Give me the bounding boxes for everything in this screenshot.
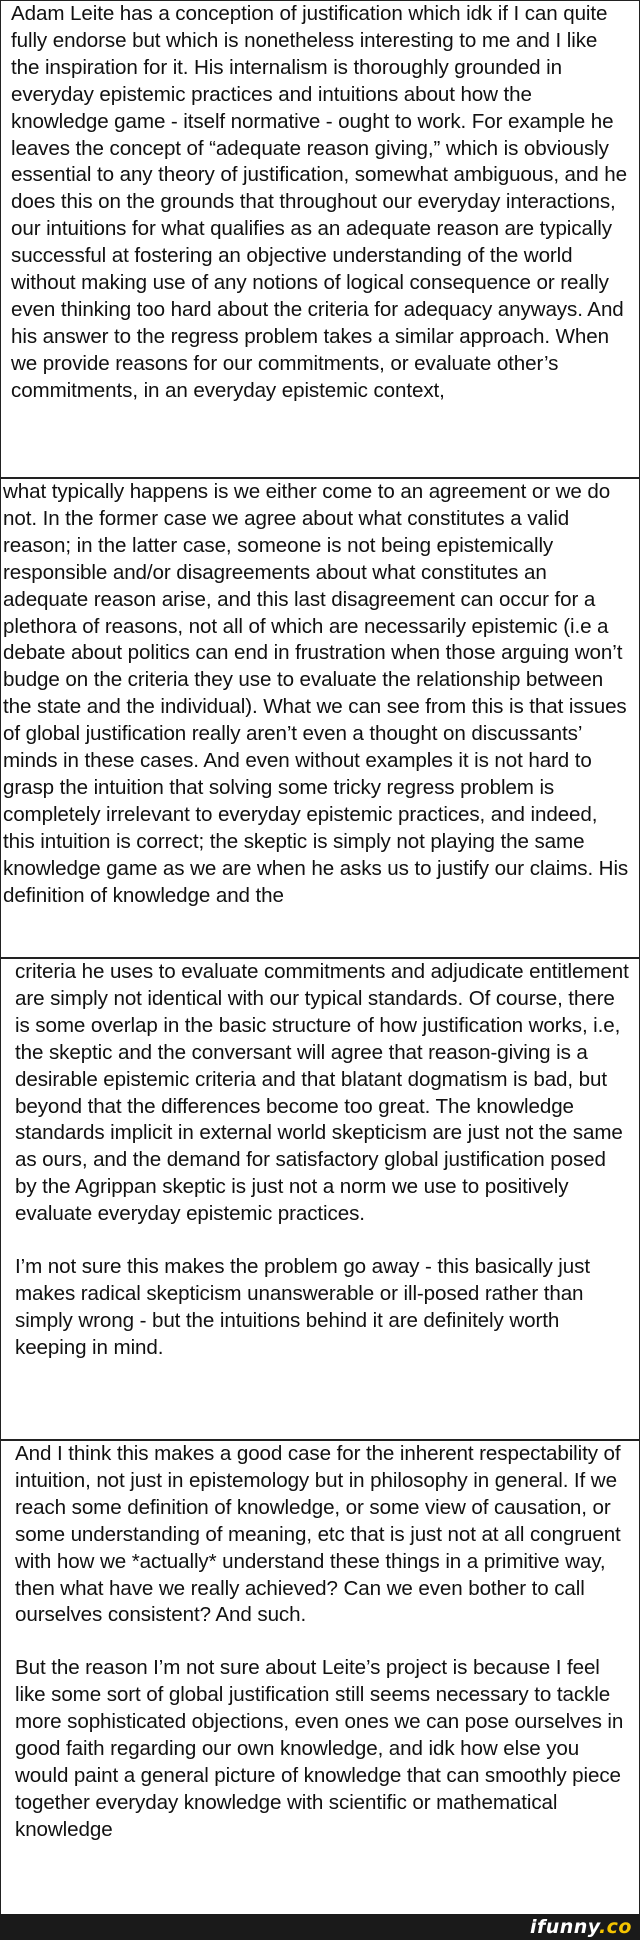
panel-3-paragraph-2: I’m not sure this makes the problem go away - this basically just makes radical skepticism unanswerable or ill-posed rather than simply wrong - but the intuitions behind it are definitely worth keeping in mind. <box>15 1255 596 1359</box>
text-panel-3 <box>1 959 639 1441</box>
panel-3-paragraph-1: criteria he uses to evaluate commitments and adjudicate entitlement are simply not identical with our typical standards. Of course, there is some overlap in the basic structure of how justification works, i.e, the skeptic and the conversant will agree that reason-giving is a desirable epistemic criteria and that blatant dogmatism is bad, but beyond that the differences become too great. The knowledge standards implicit in external world skepticism are just not the same as ours, and the demand for satisfactory global justification posed by the Agrippan skeptic is just not a norm we use to positively evaluate everyday epistemic practices. <box>15 960 635 1226</box>
panel-4-paragraph-1: And I think this makes a good case for the inherent respectability of intuition, not just in epistemology but in philosophy in general. If we reach some definition of knowledge, or some view of causation, or some understanding of meaning, etc that is just not at all congruent with how we *actually* understand these things in a primitive way, then what have we really achieved? Can we even bother to call ourselves consistent? And such. <box>15 1442 627 1627</box>
panel-2-paragraph-1: what typically happens is we either come to an agreement or we do not. In the former case we agree about what constitutes a valid reason; in the latter case, someone is not being epistemically responsible and/or disagreements about what constitutes an adequate reason arise, and this last disagreement can occur for a plethora of reasons, not all of which are necessarily epistemic (i.e a debate about politics can end in frustration when those arguing won’t budge on the criteria they use to evaluate the relationship between the state and the individual). What we can see from this is that issues of global justification really aren’t even a thought on discussants’ minds in these cases. And even without examples it is not hard to grasp the intuition that solving some tricky regress problem is completely irrelevant to everyday epistemic practices, and indeed, this intuition is correct; the skeptic is simply not playing the same knowledge game as we are when he asks us to justify our claims. His definition of knowledge and the <box>3 480 634 907</box>
text-panel-2 <box>1 479 639 959</box>
watermark-suffix: .co <box>598 1916 632 1938</box>
panel-1-paragraph-1: Adam Leite has a conception of justification which idk if I can quite fully endorse but which is nonetheless interesting to me and I like the inspiration for it. His internalism is thoroughly grounded in everyday epistemic practices and intuitions about how the knowledge game - itself normative - ought to work. For example he leaves the concept of “adequate reason giving,” which is obviously essential to any theory of justification, somewhat ambiguous, and he does this on the grounds that throughout our everyday interactions, our intuitions for what qualifies as an adequate reason are typically successful at fostering an objective understanding of the world without making use of any notions of logical consequence or really even thinking too hard about the criteria for adequacy anyways. And his answer to the regress problem takes a similar approach. When we provide reasons for our commitments, or evaluate other’s commitments, in an everyday epistemic context, <box>11 2 633 402</box>
panel-4-paragraph-2: But the reason I’m not sure about Leite’s project is because I feel like some sort of global justification still seems necessary to tackle more sophisticated objections, even ones we can pose ourselves in good faith regarding our own knowledge, and idk how else you would paint a general picture of knowledge that can smoothly piece together everyday knowledge with scientific or mathematical knowledge <box>15 1656 629 1841</box>
text-panel-1 <box>1 1 639 479</box>
text-panel-4 <box>1 1441 639 1915</box>
watermark-name: ifunny <box>529 1916 599 1938</box>
ifunny-watermark-logo <box>530 1915 632 1939</box>
